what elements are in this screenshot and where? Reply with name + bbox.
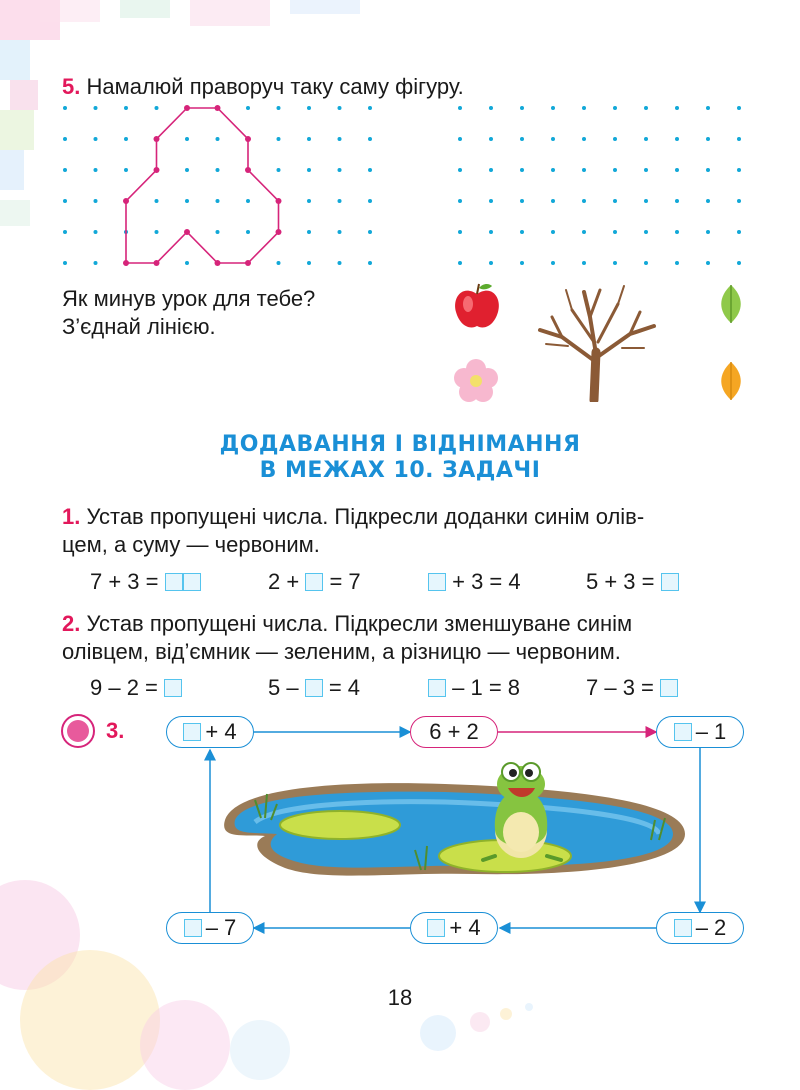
task2-eq4: 7 – 3 = [586,674,678,702]
task2-eq1: 9 – 2 = [90,674,182,702]
heading-line1: ДОДАВАННЯ І ВІДНІМАННЯ [219,432,581,457]
task1-number: 1. [62,504,81,529]
task1-eq2: 2 + = 7 [268,569,361,594]
task1-eq3: + 3 = 4 [428,568,521,596]
task2-eq2: 5 – = 4 [268,675,361,700]
page-number: 18 [387,985,413,1010]
task2-text: Устав пропущені числа. Підкресли зменшуване синім [86,611,633,636]
task3-number: 3. [106,718,125,743]
task1-eq1: 7 + 3 = [90,568,201,596]
chain-node-top-left[interactable]: + 4 [166,716,254,748]
task2-number: 2. [62,611,81,636]
answer-box[interactable] [674,723,692,741]
task1-text2: цем, а суму — червоним. [62,532,320,557]
chain-node-bottom-right[interactable]: – 2 [656,912,744,944]
heading-line2: В МЕЖАХ 10. ЗАДАЧІ [259,458,541,483]
task2-text2: олівцем, від’ємник — зеленим, а різницю — червоним. [62,639,621,664]
task1-eq4: 5 + 3 = [586,568,679,596]
reflection-line2: З’єднай лінією. [62,314,216,339]
task2-eq3: – 1 = 8 [428,674,520,702]
chain-node-top-right[interactable]: – 1 [656,716,744,748]
pond-illustration [215,760,695,890]
answer-box[interactable] [183,723,201,741]
chain-node-bottom-left[interactable]: – 7 [166,912,254,944]
chain-node-bottom-middle[interactable]: + 4 [410,912,498,944]
reflection-line1: Як минув урок для тебе? [62,286,316,311]
task5-number: 5. [62,74,81,99]
chain-node-top-middle[interactable]: 6 + 2 [410,716,498,748]
task1-text: Устав пропущені числа. Підкресли доданки синім олів- [86,504,645,529]
answer-box[interactable] [427,919,445,937]
answer-box[interactable] [184,919,202,937]
task5-text: Намалюй праворуч таку саму фігуру. [86,74,464,99]
answer-box[interactable] [674,919,692,937]
